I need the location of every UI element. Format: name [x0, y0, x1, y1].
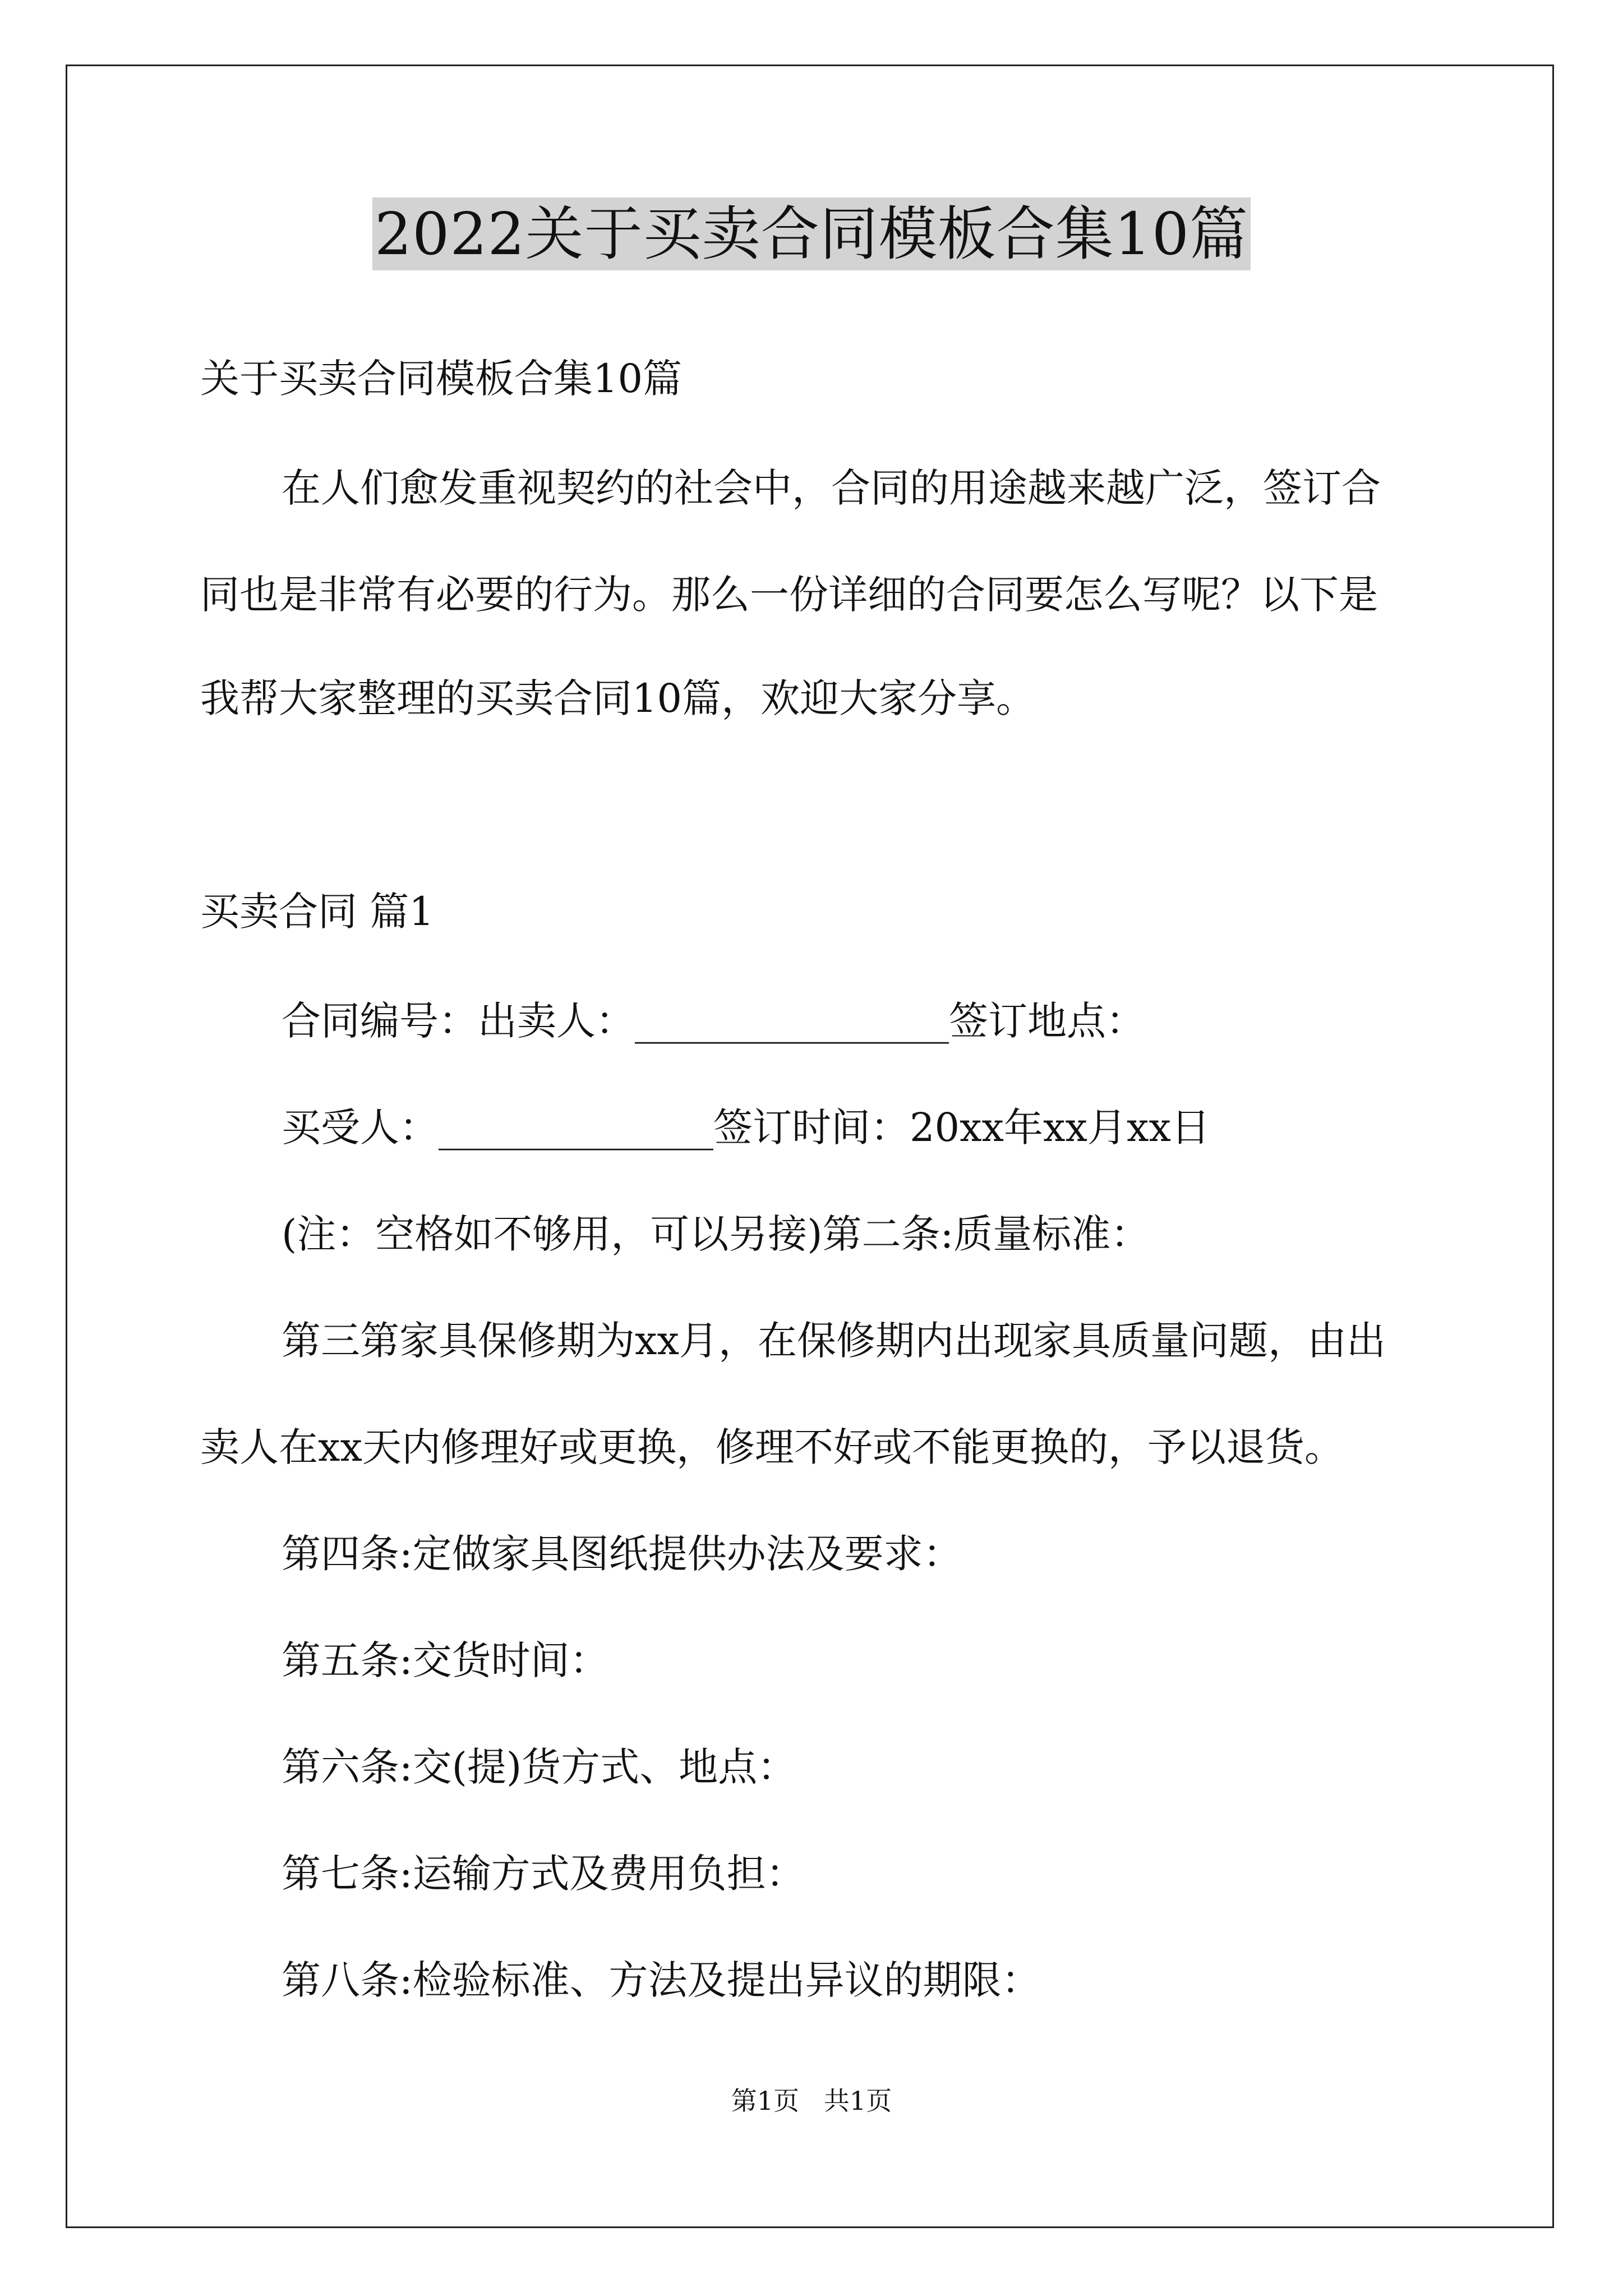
section-heading: 买卖合同 篇1 [200, 889, 434, 935]
clause-three-line-2: 卖人在xx天内修理好或更换，修理不好或不能更换的，予以退货。 [200, 1424, 1344, 1470]
clause-eight: 第八条:检验标准、方法及提出异议的期限： [282, 1957, 1041, 2003]
document-subtitle: 关于买卖合同模板合集10篇 [200, 356, 683, 402]
intro-line-1: 在人们愈发重视契约的社会中，合同的用途越来越广泛，签订合 [282, 465, 1381, 511]
clause-five: 第五条:交货时间： [282, 1637, 609, 1683]
clause-six: 第六条:交(提)货方式、地点： [282, 1744, 797, 1790]
title-container [0, 197, 1623, 270]
clause-seven: 第七条:运输方式及费用负担： [282, 1851, 805, 1897]
document-title: 2022关于买卖合同模板合集10篇 [372, 197, 1251, 270]
clause-three-line-1: 第三第家具保修期为xx月，在保修期内出现家具质量问题，由出 [282, 1318, 1386, 1364]
intro-line-3: 我帮大家整理的买卖合同10篇，欢迎大家分享。 [200, 675, 1036, 721]
clause-contract-number: 合同编号：出卖人：________________签订地点： [282, 998, 1145, 1044]
clause-buyer: 买受人：______________签订时间：20xx年xx月xx日 [282, 1105, 1210, 1151]
clause-note: (注：空格如不够用，可以另接)第二条:质量标准： [282, 1211, 1150, 1257]
intro-line-2: 同也是非常有必要的行为。那么一份详细的合同要怎么写呢？以下是 [200, 572, 1378, 618]
clause-four: 第四条:定做家具图纸提供办法及要求： [282, 1531, 962, 1577]
page-footer: 第1页 共1页 [731, 2086, 892, 2116]
